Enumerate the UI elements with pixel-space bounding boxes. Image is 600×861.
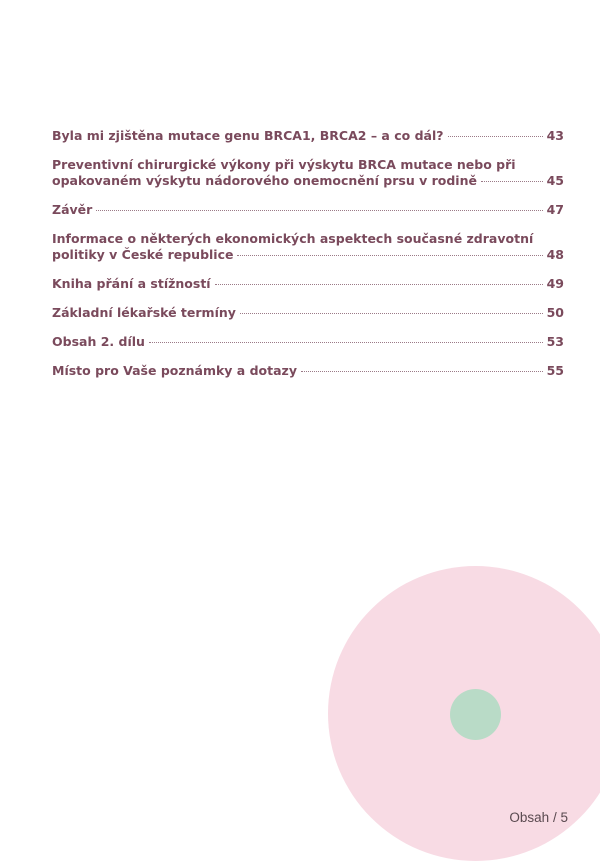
footer-separator: / bbox=[552, 810, 557, 825]
toc-entry[interactable] bbox=[52, 157, 564, 189]
toc-page-number: 43 bbox=[546, 128, 564, 143]
toc-entry-title: Preventivní chirurgické výkony při výskytu BRCA mutace nebo při bbox=[52, 157, 516, 172]
toc-dot-leader bbox=[237, 255, 542, 256]
toc-entry[interactable] bbox=[52, 334, 564, 350]
toc-dot-leader bbox=[96, 210, 542, 211]
toc-entry[interactable] bbox=[52, 231, 564, 263]
toc-dot-leader bbox=[240, 313, 543, 314]
toc-entry-title: Místo pro Vaše poznámky a dotazy bbox=[52, 363, 297, 378]
toc-page-number: 50 bbox=[546, 305, 564, 320]
toc-entry-title: Byla mi zjištěna mutace genu BRCA1, BRCA2 – a co dál? bbox=[52, 128, 444, 143]
toc-dot-leader bbox=[215, 284, 543, 285]
toc-entry[interactable] bbox=[52, 363, 564, 379]
toc-page-number: 55 bbox=[546, 363, 564, 378]
toc-entry[interactable] bbox=[52, 276, 564, 292]
toc-dot-leader bbox=[301, 371, 543, 372]
toc-page-number: 48 bbox=[546, 247, 564, 262]
toc-page-number: 49 bbox=[546, 276, 564, 291]
toc-entry[interactable] bbox=[52, 202, 564, 218]
toc-page-number: 45 bbox=[546, 173, 564, 188]
toc-entry-title: Obsah 2. dílu bbox=[52, 334, 145, 349]
toc-page-number: 53 bbox=[546, 334, 564, 349]
table-of-contents bbox=[52, 128, 564, 392]
toc-entry-title-continued: opakovaném výskytu nádorového onemocnění prsu v rodině bbox=[52, 173, 477, 188]
toc-page-number: 47 bbox=[546, 202, 564, 217]
toc-entry[interactable] bbox=[52, 128, 564, 144]
toc-dot-leader bbox=[149, 342, 543, 343]
page-footer bbox=[509, 810, 568, 825]
toc-dot-leader bbox=[448, 136, 543, 137]
decorative-green-circle bbox=[450, 689, 501, 740]
toc-entry-title: Základní lékařské termíny bbox=[52, 305, 236, 320]
toc-entry-title-continued: politiky v České republice bbox=[52, 247, 234, 262]
footer-page-number: 5 bbox=[560, 810, 568, 825]
toc-dot-leader bbox=[481, 181, 543, 182]
toc-entry-title: Kniha přání a stížností bbox=[52, 276, 211, 291]
toc-entry[interactable] bbox=[52, 305, 564, 321]
toc-entry-title: Závěr bbox=[52, 202, 93, 217]
footer-section-label: Obsah bbox=[509, 810, 550, 825]
toc-entry-title: Informace o některých ekonomických aspektech současné zdravotní bbox=[52, 231, 534, 246]
